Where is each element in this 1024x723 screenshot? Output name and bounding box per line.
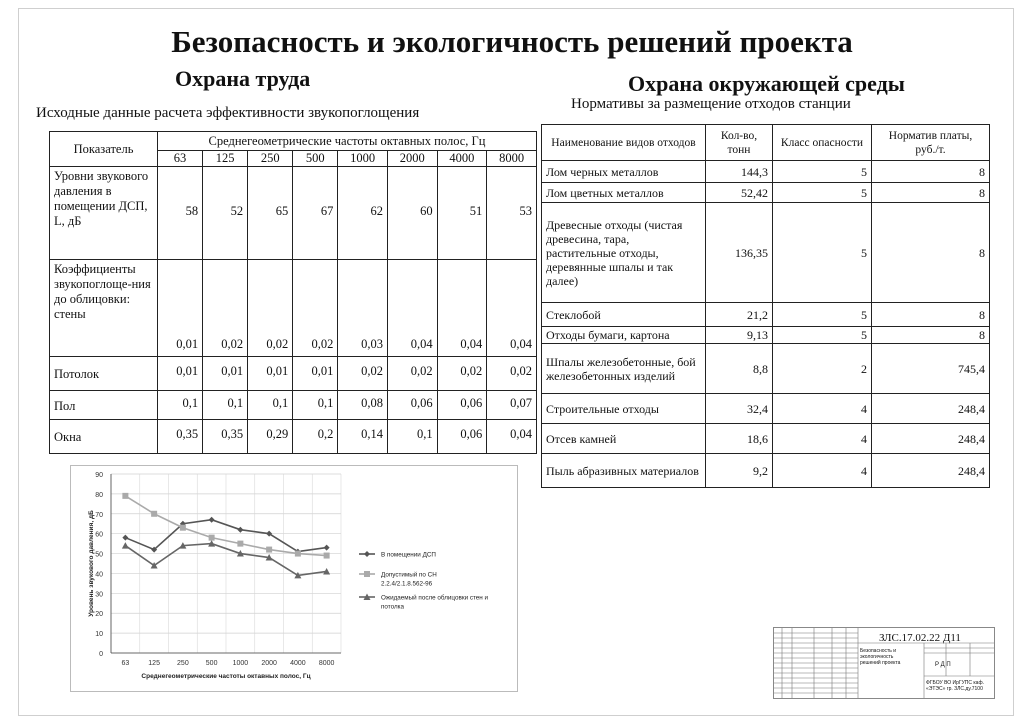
y-axis-label: Уровень звукового давления, дБ [88,510,95,617]
table-row [542,161,990,183]
table-row [542,303,990,327]
x-tick-label: 8000 [318,660,335,667]
y-tick-label: 10 [95,631,103,639]
table-cell: 60 [387,167,437,260]
waste-name: Пыль абразивных материалов [542,454,706,488]
data-point [209,535,215,541]
indicator-header: Показатель [50,132,158,167]
table-cell: 0,06 [437,391,487,420]
waste-name: Строительные отходы [542,394,706,424]
row-label: Потолок [50,357,158,391]
table-row [542,454,990,488]
table-cell: 0,02 [248,260,293,357]
data-point [122,493,128,499]
table-cell: 0,01 [158,260,203,357]
waste-class: 4 [773,424,872,454]
waste-quantity: 32,4 [706,394,773,424]
y-tick-label: 50 [95,551,103,559]
y-tick-label: 40 [95,571,103,579]
x-tick-label: 250 [177,660,189,667]
waste-quantity: 8,8 [706,344,773,394]
table-row [50,167,537,260]
table-cell: 0,02 [437,357,487,391]
waste-quantity: 21,2 [706,303,773,327]
waste-class: 5 [773,183,872,203]
table-row [50,391,537,420]
waste-quantity: 144,3 [706,161,773,183]
waste-class: 5 [773,161,872,183]
waste-rate: 8 [872,183,990,203]
table-row [542,344,990,394]
organization: ФГБОУ ВО ИрГУПС каф. «ЭТЭС» гр. ЗЛС.ду.7100 [926,680,984,692]
table-cell: 62 [338,167,388,260]
frequency-header: 250 [248,151,293,167]
table-cell: 0,04 [387,260,437,357]
table-cell: 51 [437,167,487,260]
waste-name: Лом цветных металлов [542,183,706,203]
waste-name: Отходы бумаги, картона [542,327,706,344]
waste-norms-table [541,124,990,488]
data-point [237,527,243,533]
data-point [324,553,330,559]
labor-protection-heading: Охрана труда [175,66,311,91]
data-point [266,547,272,553]
table-cell: 0,1 [387,420,437,454]
x-axis-label: Среднегеометрические частоты октавных полос, Гц [141,673,311,680]
table-cell: 67 [293,167,338,260]
row-label: Коэффициенты звукопоглоще-ния до облицовки: стены [50,260,158,357]
table-cell: 0,06 [387,391,437,420]
waste-class: 4 [773,394,872,424]
y-tick-label: 80 [95,491,103,499]
table-cell: 52 [203,167,248,260]
waste-quantity: 136,35 [706,203,773,303]
y-tick-label: 20 [95,611,103,619]
waste-class: 4 [773,454,872,488]
table-cell: 0,1 [248,391,293,420]
table-cell: 0,04 [437,260,487,357]
table-cell: 0,14 [338,420,388,454]
waste-name: Отсев камней [542,424,706,454]
legend-label: Ожидаемый после облицовки стен и [381,594,489,602]
environment-protection-heading: Охрана окружающей среды [628,71,905,96]
frequency-header: 125 [203,151,248,167]
frequency-header: 500 [293,151,338,167]
table-cell: 0,07 [487,391,537,420]
table-cell: 58 [158,167,203,260]
frequency-header: 4000 [437,151,487,167]
waste-table-caption: Нормативы за размещение отходов станции [571,96,851,112]
table-row [542,327,990,344]
waste-rate: 248,4 [872,454,990,488]
table-cell: 0,02 [387,357,437,391]
legend-label: Допустимый по СН [381,571,437,579]
y-tick-label: 60 [95,531,103,539]
legend-label: потолка [381,603,405,611]
table-cell: 0,01 [293,357,338,391]
waste-rate: 8 [872,327,990,344]
table-row [50,420,537,454]
table-cell: 0,2 [293,420,338,454]
page-title: Безопасность и экологичность решений проекта [171,24,853,59]
row-label: Окна [50,420,158,454]
data-point [295,551,301,557]
waste-rate: 8 [872,161,990,183]
row-label: Уровни звукового давления в помещении ДСП, L, дБ [50,167,158,260]
quantity-header: Кол-во, тонн [706,125,773,161]
x-tick-label: 1000 [232,660,249,667]
hazard-class-header: Класс опасности [773,125,872,161]
waste-name: Лом черных металлов [542,161,706,183]
waste-rate: 745,4 [872,344,990,394]
title-block-stamp [773,627,995,699]
table-cell: 0,02 [338,357,388,391]
frequency-header: 2000 [387,151,437,167]
x-tick-label: 500 [205,660,218,667]
table-row [50,260,537,357]
waste-rate: 248,4 [872,394,990,424]
table-row [542,424,990,454]
frequency-header: 63 [158,151,203,167]
table-row [542,183,990,203]
table-row [542,394,990,424]
waste-name: Стеклобой [542,303,706,327]
document-description: Безопасность и экологичность решений проекта [860,648,901,666]
table-cell: 65 [248,167,293,260]
table-cell: 0,35 [203,420,248,454]
legend-marker [364,551,370,557]
waste-class: 5 [773,327,872,344]
document-code: ЗЛС.17.02.22 Д11 [879,632,961,644]
sound-table-caption: Исходные данные расчета эффективности звукопоглощения [36,105,420,121]
waste-quantity: 9,13 [706,327,773,344]
data-point [122,542,129,549]
table-cell: 0,02 [293,260,338,357]
table-cell: 53 [487,167,537,260]
waste-name: Древесные отходы (чистая древесина, тара, растительные отходы, деревянные шпалы и так далее) [542,203,706,303]
frequency-header: 8000 [487,151,537,167]
table-row [542,203,990,303]
waste-rate: 8 [872,203,990,303]
data-point [237,541,243,547]
frequency-group-header: Среднегеометрические частоты октавных полос, Гц [158,132,537,151]
frequency-header: 1000 [338,151,388,167]
table-cell: 0,04 [487,260,537,357]
sheet-mark: Р Д П [935,662,951,668]
waste-quantity: 18,6 [706,424,773,454]
rate-header: Норматив платы, руб./т. [872,125,990,161]
waste-quantity: 9,2 [706,454,773,488]
table-cell: 0,01 [158,357,203,391]
table-cell: 0,1 [293,391,338,420]
table-cell: 0,35 [158,420,203,454]
sound-level-chart [70,465,518,692]
waste-name: Шпалы железобетонные, бой железобетонных изделий [542,344,706,394]
table-cell: 0,29 [248,420,293,454]
legend-label: 2.2.4/2.1.8.562-96 [381,580,433,588]
waste-class: 5 [773,303,872,327]
y-tick-label: 30 [95,591,103,599]
waste-class: 2 [773,344,872,394]
table-row [50,357,537,391]
x-tick-label: 63 [121,660,130,667]
data-point [151,511,157,517]
legend-marker [364,571,370,577]
row-label: Пол [50,391,158,420]
waste-name-header: Наименование видов отходов [542,125,706,161]
table-cell: 0,08 [338,391,388,420]
waste-class: 5 [773,203,872,303]
table-cell: 0,01 [203,357,248,391]
y-tick-label: 90 [95,472,103,479]
x-tick-label: 4000 [290,660,306,667]
table-cell: 0,1 [158,391,203,420]
y-tick-label: 0 [99,651,103,658]
waste-quantity: 52,42 [706,183,773,203]
data-point [209,517,215,523]
waste-rate: 248,4 [872,424,990,454]
table-cell: 0,03 [338,260,388,357]
x-tick-label: 125 [148,660,160,667]
data-point [180,525,186,531]
table-cell: 0,02 [203,260,248,357]
table-cell: 0,06 [437,420,487,454]
x-tick-label: 2000 [261,660,277,667]
table-cell: 0,1 [203,391,248,420]
waste-rate: 8 [872,303,990,327]
data-point [324,545,330,551]
chart-canvas [71,466,517,691]
table-cell: 0,04 [487,420,537,454]
sound-absorption-table [49,131,537,454]
data-point [122,535,128,541]
table-cell: 0,02 [487,357,537,391]
table-cell: 0,01 [248,357,293,391]
y-tick-label: 70 [95,511,103,519]
legend-label: В помещении ДСП [381,551,436,559]
